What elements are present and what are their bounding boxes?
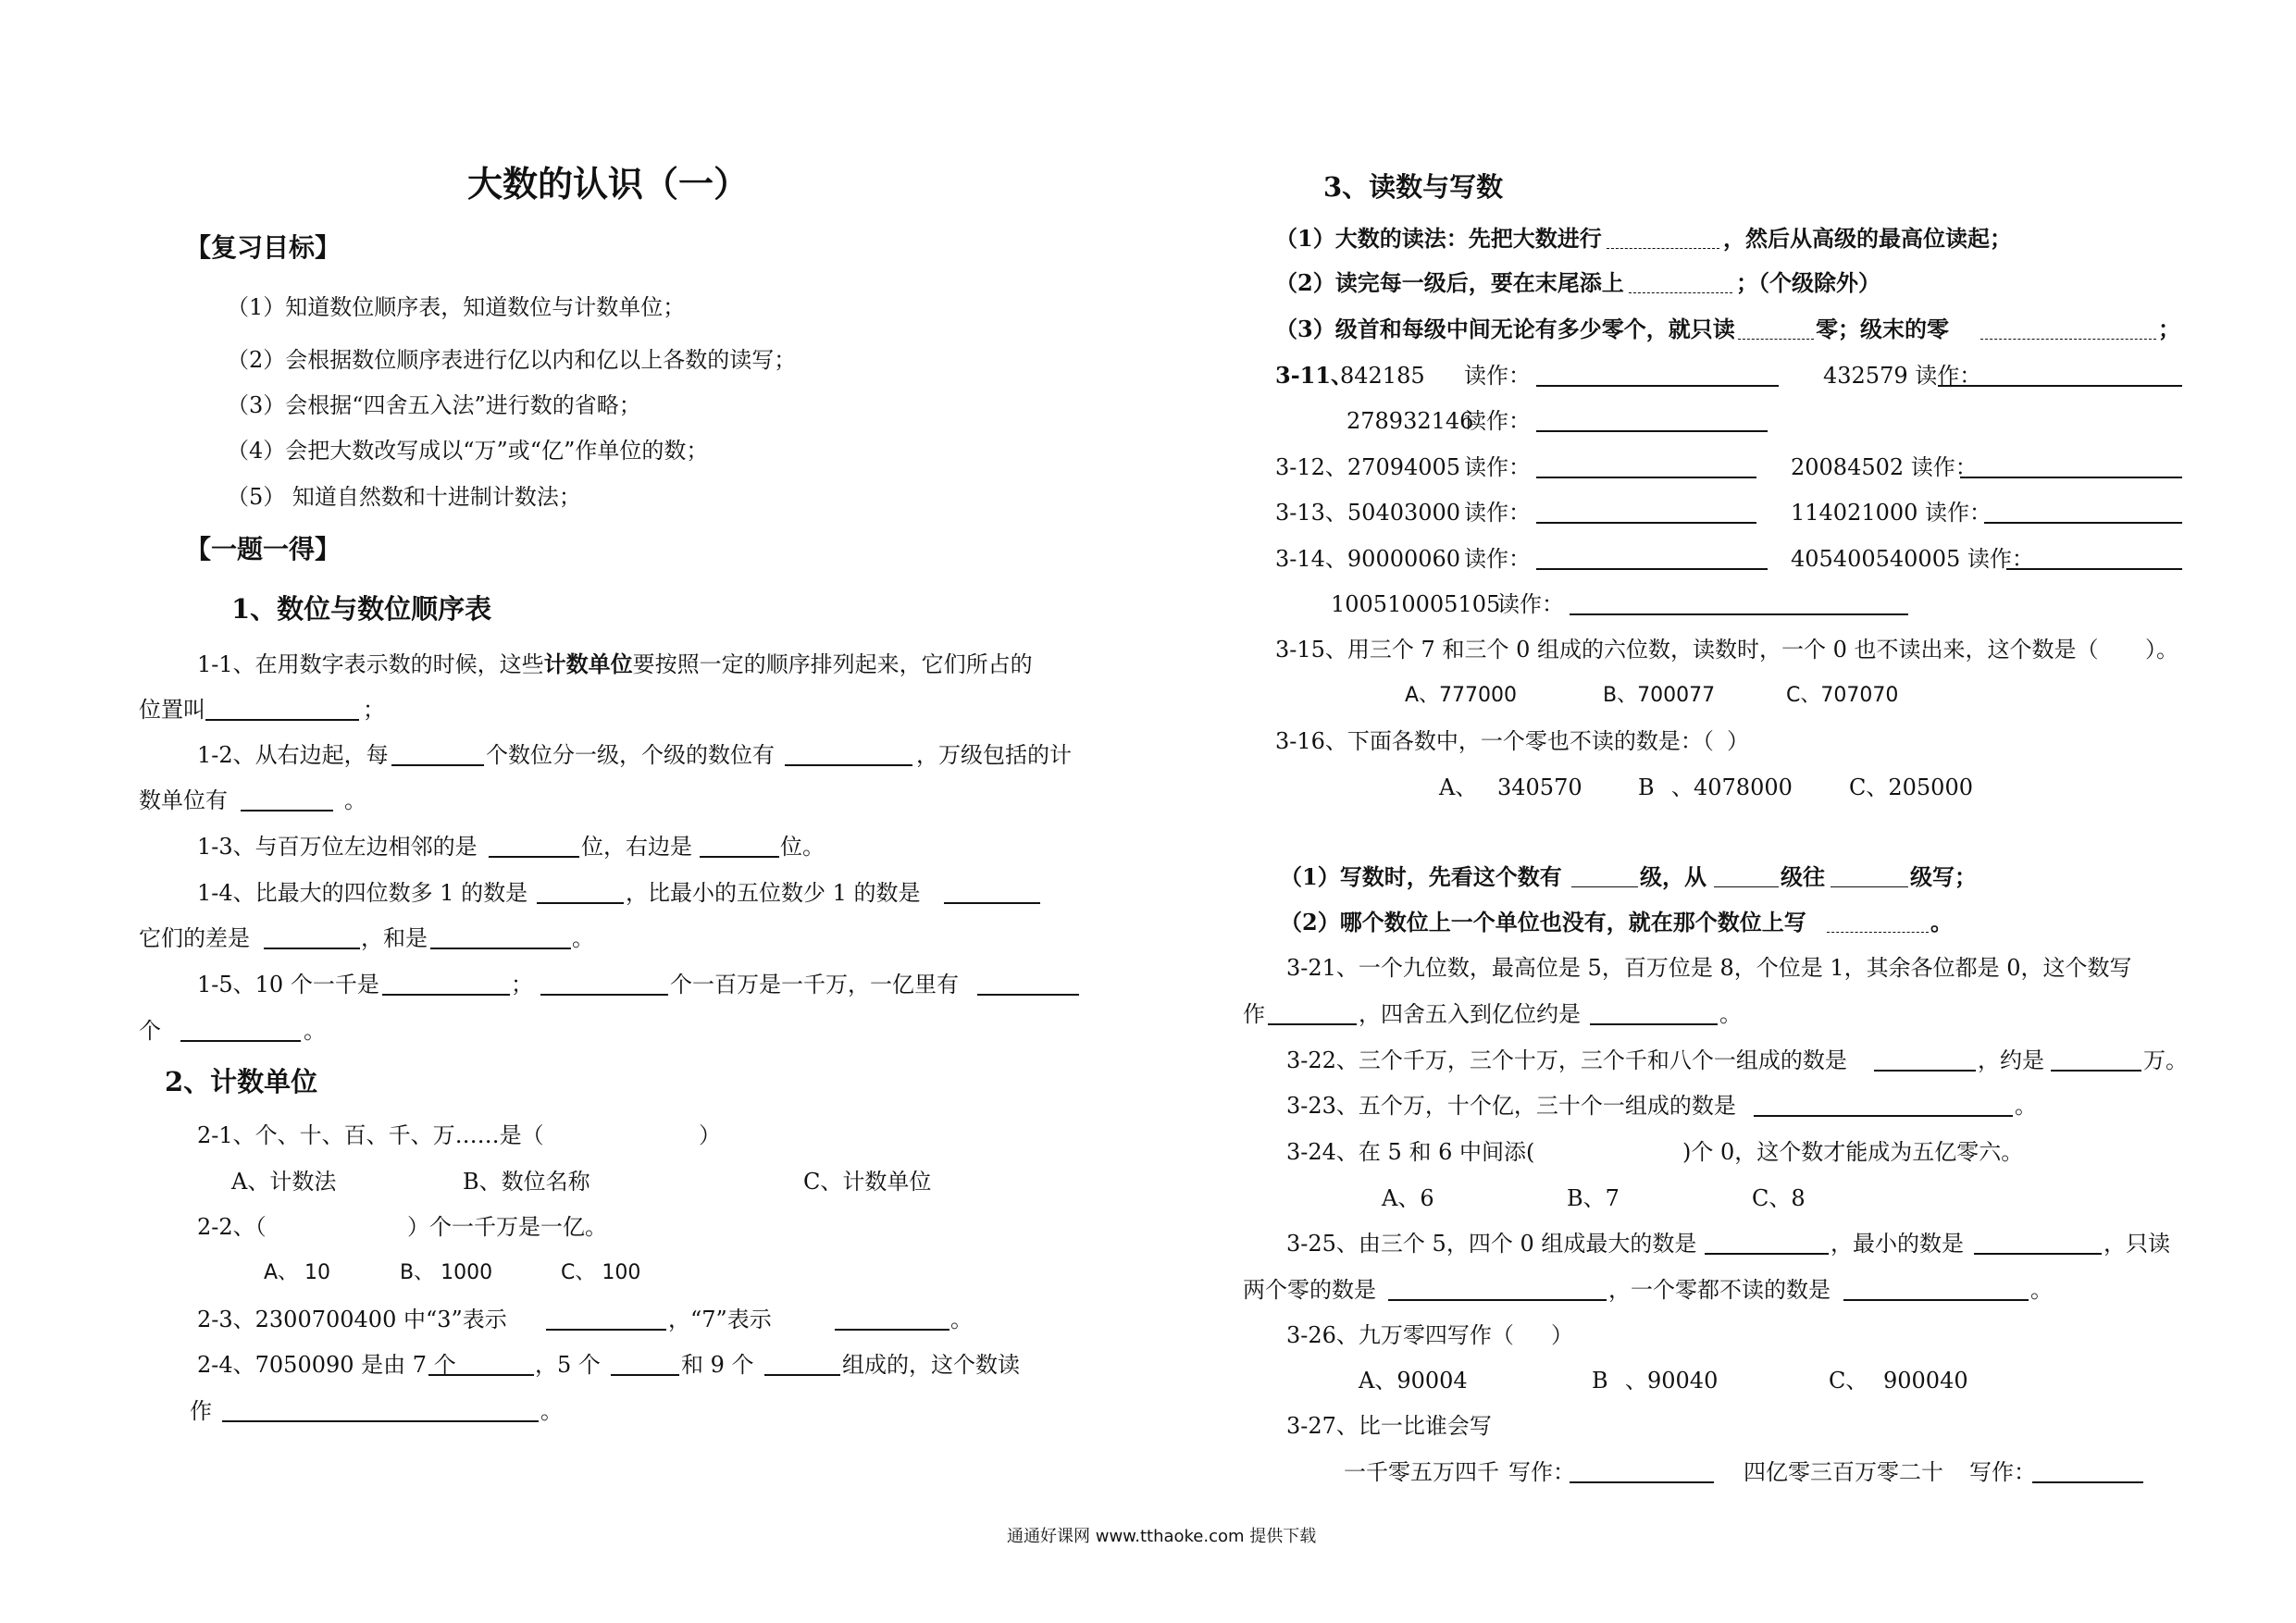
option-b[interactable]: B — [1638, 774, 1655, 800]
question-1-2-text: ，万级包括的计 — [916, 742, 1072, 768]
question-3-23: 3-23、五个万，十个亿，三十个一组成的数是 — [1286, 1093, 1736, 1119]
answer-blank[interactable] — [489, 856, 579, 858]
option-b[interactable]: B、 1000 — [400, 1261, 493, 1284]
goal-item: （4）会把大数改写成以“万”或“亿”作单位的数； — [227, 438, 709, 464]
question-1-4-cont: 它们的差是 — [139, 925, 250, 951]
page-title: 大数的认识（一） — [467, 163, 750, 204]
question-1-4-text: ，比最小的五位数少 1 的数是 — [626, 880, 921, 906]
punct: ； — [363, 697, 385, 723]
question-2-1: 2-1、个、十、百、千、万……是（ — [197, 1122, 544, 1148]
option-c[interactable]: C、8 — [1752, 1185, 1806, 1211]
option-a[interactable]: A、6 — [1382, 1185, 1434, 1211]
answer-blank[interactable] — [764, 1374, 840, 1376]
question-1-2-cont: 数单位有 — [139, 787, 228, 813]
option-c-value: 900040 — [1883, 1368, 1968, 1394]
question-1-1: 1-1、在用数字表示数的时候，这些计数单位要按照一定的顺序排列起来，它们所占的 — [197, 650, 1033, 677]
answer-blank[interactable] — [1536, 385, 1779, 387]
reading-rule-1: （1）大数的读法：先把大数进行 — [1275, 225, 1602, 252]
question-3-27: 3-27、比一比谁会写 — [1286, 1413, 1492, 1439]
punct: 。 — [950, 1307, 973, 1332]
answer-blank[interactable] — [1536, 477, 1756, 478]
question-2-2: 2-2、（ — [197, 1214, 267, 1240]
answer-blank[interactable] — [1938, 385, 2182, 387]
option-a[interactable]: A、777000 — [1405, 684, 1518, 707]
question-1-3-text: 位。 — [780, 834, 825, 860]
question-3-24: 3-24、在 5 和 6 中间添( — [1286, 1139, 1535, 1165]
read-label: 读作： — [1464, 546, 1531, 572]
answer-blank[interactable] — [944, 902, 1040, 904]
answer-blank[interactable] — [1960, 477, 2182, 478]
option-b-value: 、90040 — [1625, 1368, 1719, 1394]
question-2-4-text: ，5 个 — [535, 1352, 601, 1378]
punct: 。 — [344, 787, 366, 813]
number: 278932146 — [1347, 408, 1474, 434]
answer-blank[interactable] — [1570, 1481, 1714, 1483]
answer-blank[interactable] — [1827, 932, 1929, 933]
punct: ） — [1551, 1322, 1573, 1348]
answer-blank[interactable] — [1754, 1115, 2013, 1117]
goal-item: （2）会根据数位顺序表进行亿以内和亿以上各数的读写； — [227, 347, 797, 373]
read-label: 读作： — [1497, 591, 1564, 617]
option-a[interactable]: A、90004 — [1359, 1368, 1468, 1394]
reading-rule-2-text: ；（个级除外） — [1736, 269, 1880, 296]
answer-blank[interactable] — [977, 994, 1079, 996]
answer-blank[interactable] — [785, 764, 912, 766]
writing-rule-1: （1）写数时，先看这个数有 — [1280, 863, 1562, 890]
answer-blank[interactable] — [391, 764, 484, 766]
answer-blank[interactable] — [1590, 1023, 1718, 1025]
goal-item: （1）知道数位顺序表，知道数位与计数单位； — [227, 294, 686, 320]
number: 114021000 读作： — [1791, 500, 1992, 526]
question-1-5: 1-5、10 个一千是 — [197, 972, 379, 997]
section-3-heading: 3、读数与写数 — [1323, 171, 1504, 203]
write-label: 写作： — [1969, 1459, 2036, 1485]
section-2-heading: 2、计数单位 — [165, 1066, 318, 1097]
answer-blank[interactable] — [430, 948, 571, 949]
footer-text: 通通好课网 www.tthaoke.com 提供下载 — [1007, 1527, 1317, 1546]
answer-blank[interactable] — [1974, 1253, 2102, 1255]
option-b[interactable]: B — [1592, 1368, 1608, 1394]
answer-blank[interactable] — [382, 994, 510, 996]
question-2-4-text: 和 9 个 — [681, 1352, 754, 1378]
question-3-11-label: 3-11、 — [1275, 362, 1354, 389]
question-3-13: 3-13、50403000 — [1275, 500, 1461, 526]
question-1-4: 1-4、比最大的四位数多 1 的数是 — [197, 880, 528, 906]
answer-blank[interactable] — [1570, 613, 1908, 615]
option-a-value: 340570 — [1497, 774, 1582, 800]
question-1-1-cont: 位置叫 — [139, 697, 205, 723]
reading-rule-2: （2）读完每一级后，要在末尾添上 — [1275, 269, 1624, 296]
number: 20084502 读作： — [1791, 454, 1978, 480]
answer-blank[interactable] — [205, 719, 359, 721]
answer-blank[interactable] — [1268, 1023, 1357, 1025]
punct: 。 — [572, 925, 594, 951]
answer-blank[interactable] — [222, 1420, 539, 1422]
answer-blank[interactable] — [1536, 522, 1756, 524]
write-item: 四亿零三百万零二十 — [1744, 1459, 1943, 1485]
answer-blank[interactable] — [1843, 1299, 2029, 1301]
read-label: 读作： — [1464, 454, 1531, 480]
answer-blank[interactable] — [2051, 1070, 2141, 1072]
option-c[interactable]: C、 100 — [561, 1261, 641, 1284]
option-c[interactable]: C、707070 — [1786, 684, 1899, 707]
answer-blank[interactable] — [1874, 1070, 1976, 1072]
answer-blank[interactable] — [835, 1329, 949, 1331]
question-3-22: 3-22、三个千万，三个十万，三个千和八个一组成的数是 — [1286, 1047, 1847, 1073]
answer-blank[interactable] — [537, 902, 624, 904]
writing-rule-1-text: 级往 — [1781, 863, 1825, 890]
answer-blank[interactable] — [1831, 886, 1908, 887]
punct: ； — [511, 972, 533, 997]
question-3-25-text: ，最小的数是 — [1831, 1231, 1964, 1257]
answer-blank[interactable] — [241, 810, 333, 812]
writing-rule-1-text: 级写； — [1910, 863, 1977, 890]
punct: ）。 — [2145, 637, 2178, 663]
question-1-5-text: 个一百万是一千万，一亿里有 — [670, 972, 959, 997]
question-3-21-text: ，四舍五入到亿位约是 — [1359, 1001, 1581, 1027]
option-a[interactable]: A、 — [1439, 774, 1478, 800]
answer-blank[interactable] — [1629, 292, 1732, 293]
punct: 。 — [540, 1398, 563, 1424]
read-label: 读作： — [1464, 363, 1531, 389]
question-3-14: 3-14、90000060 — [1275, 546, 1461, 572]
answer-blank[interactable] — [1536, 568, 1768, 570]
answer-blank[interactable] — [1607, 248, 1719, 249]
question-1-3: 1-3、与百万位左边相邻的是 — [197, 834, 478, 860]
question-3-25-cont: 两个零的数是 — [1243, 1277, 1376, 1303]
goal-item: （3）会根据“四舍五入法”进行数的省略； — [227, 392, 641, 418]
answer-blank[interactable] — [546, 1329, 666, 1331]
answer-blank[interactable] — [1571, 886, 1638, 887]
answer-blank[interactable] — [1705, 1253, 1829, 1255]
question-3-22-text: 万。 — [2143, 1047, 2188, 1073]
option-c[interactable]: C、 — [1829, 1368, 1868, 1394]
answer-blank[interactable] — [264, 948, 360, 949]
punct: 。 — [1719, 1001, 1742, 1027]
question-2-3-text: ，“7”表示 — [668, 1307, 772, 1332]
punct: 。 — [304, 1018, 326, 1044]
punct: 。 — [2015, 1093, 2037, 1119]
option-c[interactable]: C、205000 — [1849, 774, 1973, 800]
question-3-26: 3-26、九万零四写作（ — [1286, 1322, 1514, 1348]
question-3-25-text: ，只读 — [2104, 1231, 2170, 1257]
answer-blank[interactable] — [1714, 886, 1779, 887]
answer-blank[interactable] — [540, 994, 668, 996]
question-2-4-cont: 作 — [190, 1398, 212, 1424]
question-2-3: 2-3、2300700400 中“3”表示 — [197, 1307, 507, 1332]
option-a[interactable]: A、计数法 — [231, 1169, 337, 1195]
section-1-heading: 1、数位与数位顺序表 — [231, 593, 492, 625]
question-1-4-text: ，和是 — [361, 925, 428, 951]
question-3-24-text: )个 0，这个数才能成为五亿零六。 — [1682, 1139, 2024, 1165]
question-1-3-text: 位，右边是 — [581, 834, 692, 860]
question-3-25: 3-25、由三个 5，四个 0 组成最大的数是 — [1286, 1231, 1697, 1257]
option-b-value: 、4078000 — [1671, 774, 1793, 800]
goal-item: （5） 知道自然数和十进制计数法； — [227, 484, 581, 510]
option-b[interactable]: B、700077 — [1603, 684, 1716, 707]
writing-rule-2: （2）哪个数位上一个单位也没有，就在那个数位上写 — [1280, 909, 1806, 935]
punct: ； — [2158, 316, 2180, 342]
answer-blank[interactable] — [1980, 339, 2156, 340]
answer-blank[interactable] — [428, 1374, 534, 1376]
answer-blank[interactable] — [1536, 430, 1768, 432]
answer-blank[interactable] — [1388, 1299, 1607, 1301]
option-c[interactable]: C、计数单位 — [803, 1169, 932, 1195]
question-3-12: 3-12、27094005 — [1275, 454, 1461, 480]
reading-rule-3-text: 零；级末的零 — [1816, 316, 1949, 342]
question-3-22-text: ，约是 — [1978, 1047, 2044, 1073]
question-2-2-text: ）个一千万是一亿。 — [407, 1214, 607, 1240]
question-1-5-cont: 个 — [139, 1018, 161, 1044]
reading-rule-3: （3）级首和每级中间无论有多少零个，就只读 — [1275, 316, 1735, 342]
number: 842185 — [1340, 363, 1425, 389]
option-b[interactable]: B、7 — [1567, 1185, 1620, 1211]
answer-blank[interactable] — [1984, 522, 2182, 524]
goals-header: 【复习目标】 — [185, 232, 341, 263]
question-2-4-text: 组成的，这个数读 — [842, 1352, 1020, 1378]
answer-blank[interactable] — [700, 856, 779, 858]
option-a[interactable]: A、 10 — [264, 1261, 331, 1284]
question-3-16: 3-16、下面各数中，一个零也不读的数是：（ — [1275, 728, 1714, 754]
answer-blank[interactable] — [611, 1374, 679, 1376]
write-item: 一千零五万四千 — [1344, 1459, 1499, 1485]
number: 432579 读作： — [1823, 363, 1982, 389]
question-1-2-text: 个数位分一级，个级的数位有 — [486, 742, 775, 768]
question-3-15: 3-15、用三个 7 和三个 0 组成的六位数，读数时，一个 0 也不读出来，这个数是（ — [1275, 637, 2099, 663]
punct: 。 — [2030, 1277, 2053, 1303]
answer-blank[interactable] — [180, 1040, 301, 1042]
answer-blank[interactable] — [1738, 339, 1814, 340]
reading-rule-1-text: ，然后从高级的最高位读起； — [1723, 225, 2012, 252]
punct: ） — [1727, 728, 1749, 754]
punct: ） — [699, 1122, 721, 1148]
number: 405400540005 读作： — [1791, 546, 2034, 572]
practice-header: 【一题一得】 — [185, 534, 341, 564]
answer-blank[interactable] — [2032, 1481, 2143, 1483]
number: 100510005105 — [1331, 591, 1501, 617]
write-label: 写作： — [1508, 1459, 1575, 1485]
question-2-4: 2-4、7050090 是由 7 个 — [197, 1352, 456, 1378]
answer-blank[interactable] — [2006, 568, 2182, 570]
question-3-21: 3-21、一个九位数，最高位是 5，百万位是 8，个位是 1，其余各位都是 0，这个数写 — [1286, 955, 2132, 981]
writing-rule-1-text: 级，从 — [1640, 863, 1706, 890]
punct: 。 — [1930, 909, 1953, 935]
option-b[interactable]: B、数位名称 — [463, 1169, 590, 1195]
read-label: 读作： — [1464, 500, 1531, 526]
read-label: 读作： — [1464, 408, 1531, 434]
question-1-2: 1-2、从右边起，每 — [197, 742, 389, 768]
question-3-21-cont: 作 — [1243, 1001, 1265, 1027]
question-3-25-text: ，一个零都不读的数是 — [1608, 1277, 1831, 1303]
